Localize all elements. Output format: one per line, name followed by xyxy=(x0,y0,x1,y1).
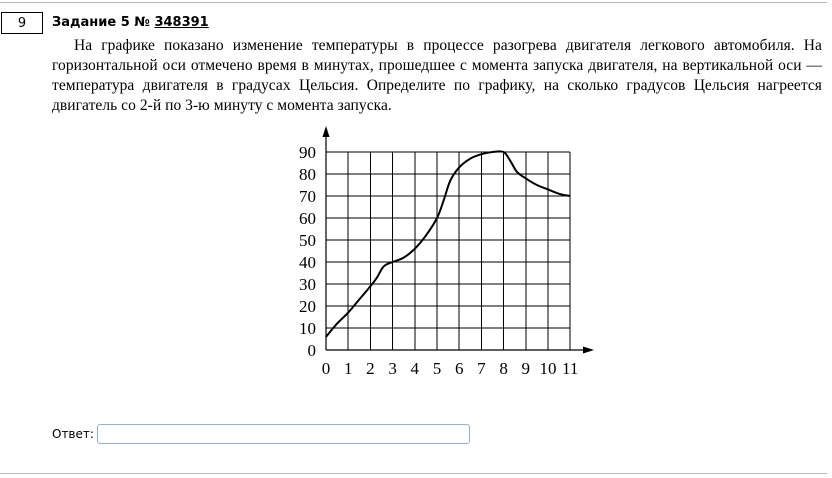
y-tick-label: 60 xyxy=(299,209,316,228)
temperature-curve xyxy=(326,151,570,337)
x-tick-label: 10 xyxy=(539,359,557,378)
task-statement: На графике показано изменение температуры в процессе разогрева двигателя легкового автомобиля. На горизонтальной оси отмечено время в минутах, прошедшее с момента запуска двигателя, на вертикальной оси — температура двигателя в градусах Цельсия. Определите по графику, на сколько градусов Цельсия нагреется двигатель со 2-й по 3-ю минуту с момента запуска. xyxy=(52,37,822,114)
y-tick-label: 40 xyxy=(299,253,316,272)
task-header-prefix: Задание 5 № xyxy=(52,15,155,30)
x-tick-label: 9 xyxy=(521,359,531,378)
x-tick-label: 7 xyxy=(477,359,486,378)
task-number: 9 xyxy=(17,15,27,31)
x-tick-label: 4 xyxy=(410,359,420,378)
x-tick-label: 0 xyxy=(321,359,331,378)
y-tick-label: 80 xyxy=(299,165,316,184)
y-tick-label: 70 xyxy=(299,187,316,206)
x-tick-label: 8 xyxy=(499,359,508,378)
answer-label: Ответ: xyxy=(52,427,94,441)
bottom-divider xyxy=(0,473,827,474)
y-tick-label: 30 xyxy=(299,275,316,294)
x-tick-label: 3 xyxy=(388,359,397,378)
answer-input[interactable] xyxy=(97,424,470,444)
y-axis-arrow xyxy=(323,126,330,137)
x-tick-label: 1 xyxy=(343,359,353,378)
task-id-link[interactable]: 348391 xyxy=(154,15,209,30)
x-tick-label: 6 xyxy=(454,359,464,378)
y-tick-label: 90 xyxy=(299,143,316,162)
x-tick-label: 5 xyxy=(432,359,442,378)
y-tick-label: 20 xyxy=(299,297,316,316)
x-tick-label: 11 xyxy=(562,359,579,378)
x-tick-label: 2 xyxy=(366,359,375,378)
y-tick-label: 50 xyxy=(299,231,316,250)
y-tick-label: 10 xyxy=(299,319,316,338)
x-axis-arrow xyxy=(583,347,594,354)
y-tick-label: 0 xyxy=(307,341,316,360)
